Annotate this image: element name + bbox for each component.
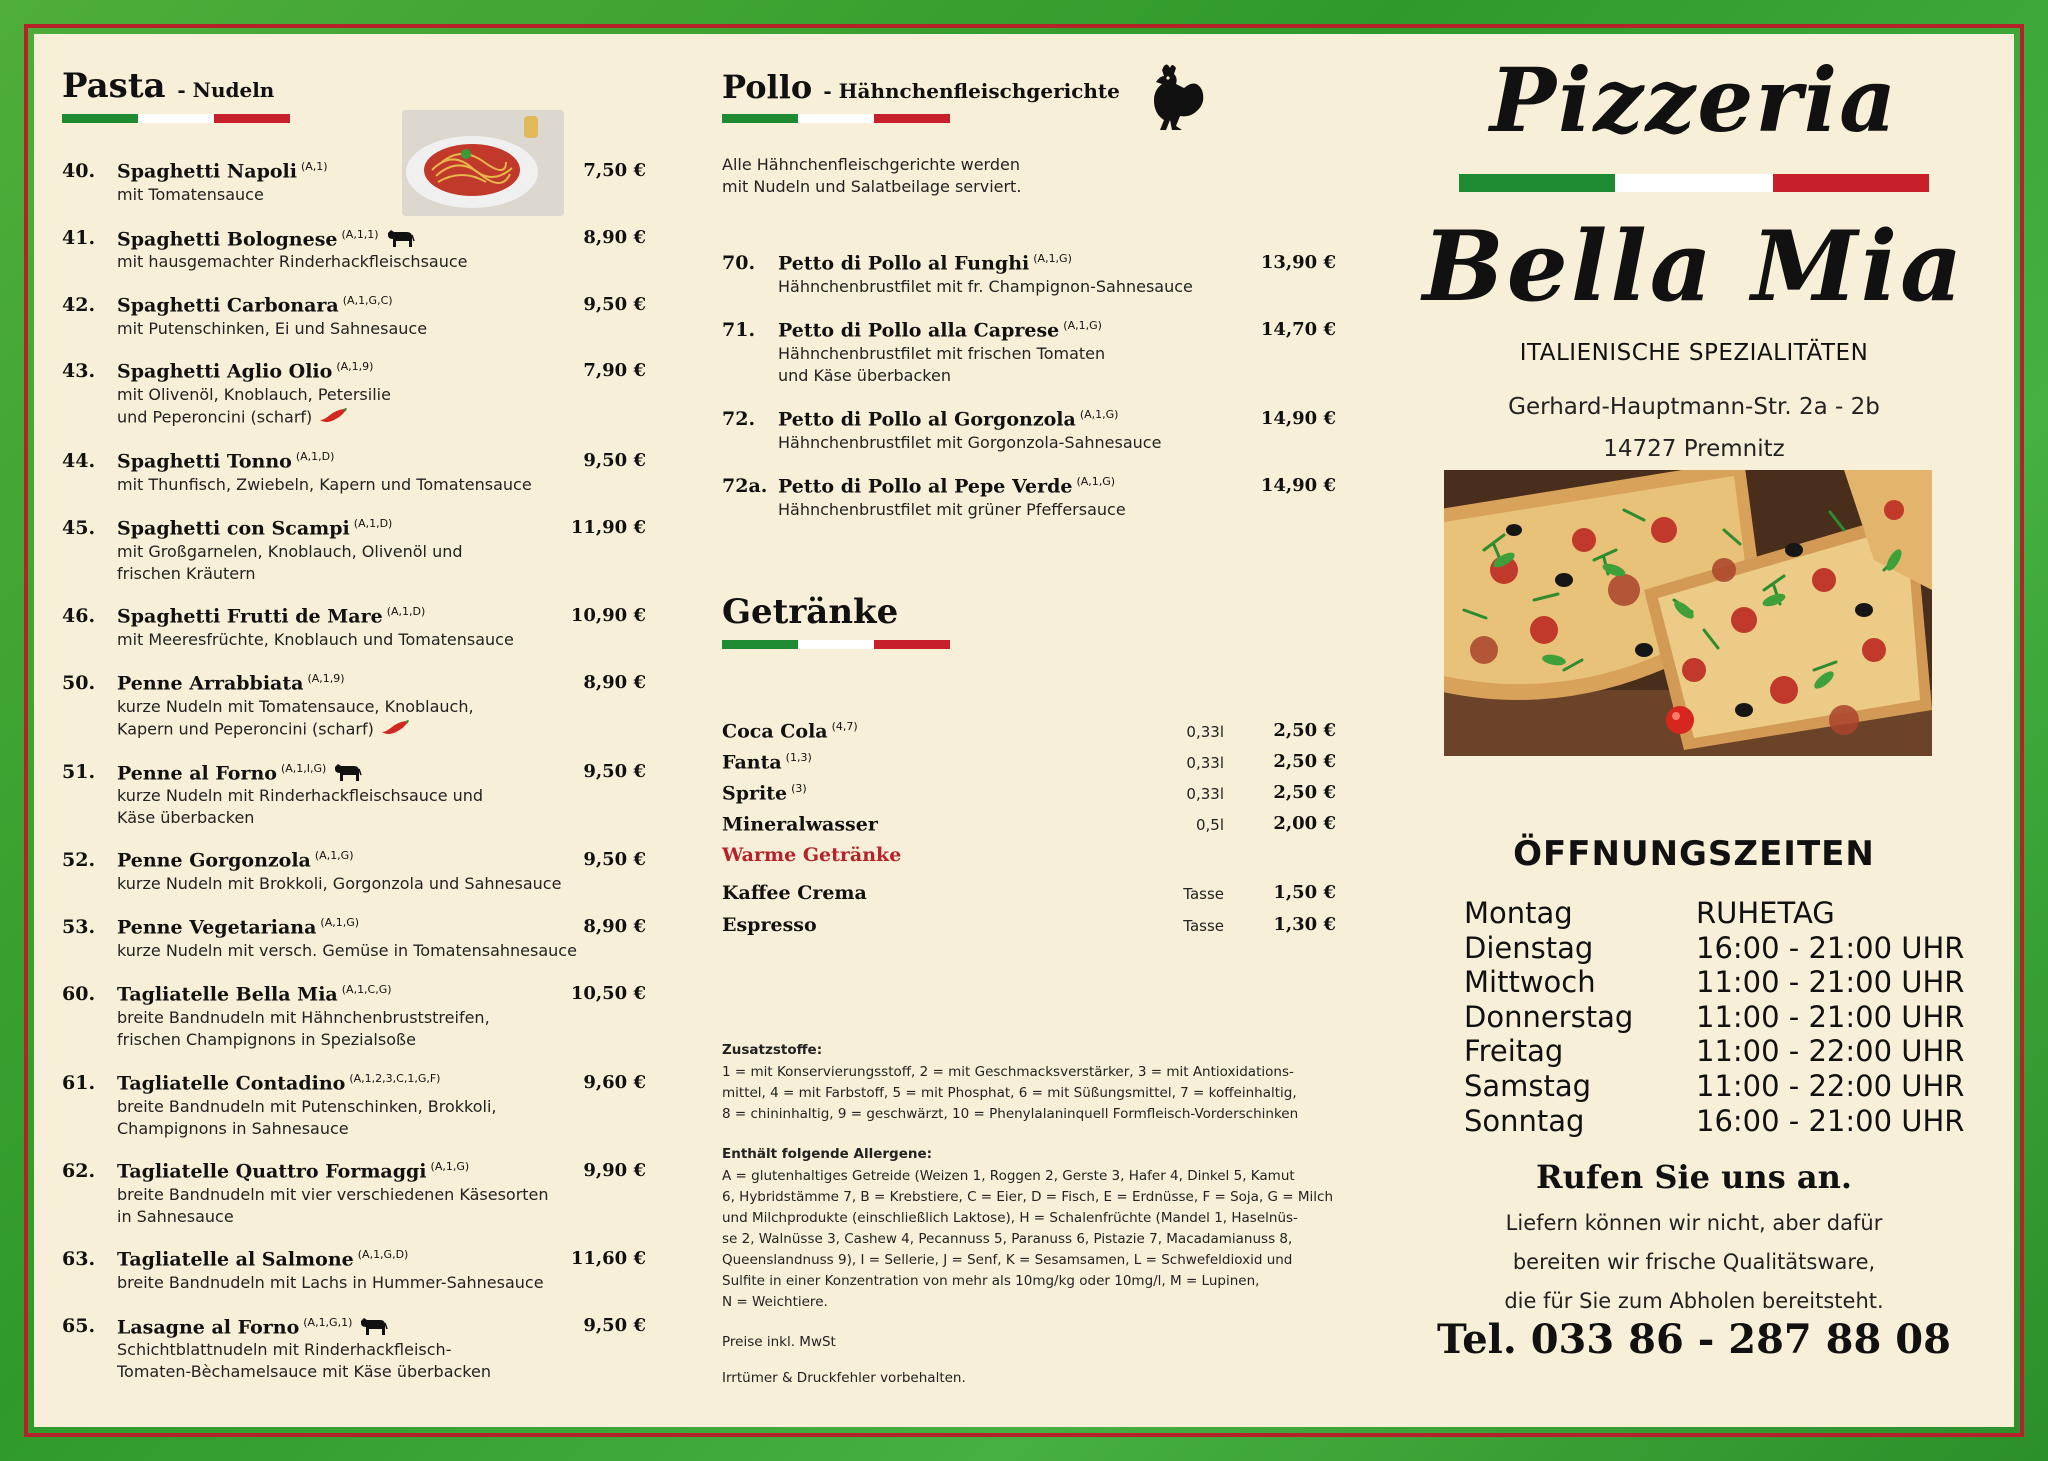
item-name-text: Spaghetti Tonno — [117, 450, 292, 473]
item-name-text: Spaghetti Carbonara — [117, 294, 339, 317]
hours-day: Donnerstag — [1464, 999, 1634, 1034]
item-name-text: Spaghetti Frutti de Mare — [117, 605, 383, 628]
pasta-title — [62, 66, 274, 106]
item-description: Schichtblattnudeln mit Rinderhackfleisch- Tomaten-Bèchamelsauce mit Käse überbacken — [117, 1340, 491, 1381]
menu-item — [722, 408, 1336, 468]
item-name-text: Spaghetti Napoli — [117, 160, 297, 183]
hours-day: Montag — [1464, 896, 1573, 930]
item-allergens: (A,1,2,3,C,1,G,F) — [349, 1072, 441, 1085]
item-price: 9,60 € — [583, 1072, 646, 1093]
drink-name — [722, 751, 812, 773]
drink-volume: Tasse — [1183, 917, 1224, 935]
item-name-text: Spaghetti Bolognese — [117, 228, 338, 251]
hours-title: ÖFFNUNGSZEITEN — [1513, 834, 1875, 874]
menu-item — [62, 360, 646, 427]
item-price: 9,50 € — [583, 761, 646, 782]
item-price: 7,50 € — [583, 160, 646, 181]
drinks-title: Getränke — [722, 592, 899, 632]
item-description-block — [117, 251, 468, 273]
item-description-block — [778, 499, 1126, 521]
drink-item — [722, 782, 1336, 810]
drink-name-text: Coca Cola — [722, 720, 828, 743]
vat-note: Preise inkl. MwSt — [722, 1334, 836, 1350]
errors-note: Irrtümer & Druckfehler vorbehalten. — [722, 1370, 966, 1386]
item-price: 7,90 € — [583, 360, 646, 381]
drink-price: 2,00 € — [1273, 813, 1336, 834]
pollo-title — [722, 68, 1120, 106]
menu-item — [722, 475, 1336, 535]
item-number: 72a. — [722, 475, 768, 497]
menu-page — [34, 34, 2014, 1427]
drink-price: 1,50 € — [1273, 882, 1336, 903]
item-description: kurze Nudeln mit Brokkoli, Gorgonzola und Sahnesauce — [117, 874, 562, 893]
item-description-block — [117, 940, 577, 962]
item-name — [117, 983, 392, 1005]
phone-number[interactable]: Tel. 033 86 - 287 88 08 — [1437, 1316, 1951, 1363]
item-price: 9,50 € — [583, 1315, 646, 1336]
item-number: 50. — [62, 672, 96, 694]
item-description: mit hausgemachter Rinderhackfleischsauce — [117, 252, 468, 271]
item-description: Hähnchenbrustfilet mit Gorgonzola-Sahnesauce — [778, 433, 1162, 452]
item-name-text: Petto di Pollo alla Caprese — [778, 319, 1060, 342]
menu-item — [62, 849, 646, 909]
item-description-block — [117, 696, 474, 742]
hours-day: Mittwoch — [1464, 965, 1596, 1000]
menu-item — [62, 227, 646, 287]
item-description: kurze Nudeln mit Tomatensauce, Knoblauch, Kapern und Peperoncini (scharf) — [117, 697, 474, 739]
item-price: 9,50 € — [583, 849, 646, 870]
item-number: 46. — [62, 605, 96, 627]
item-description-block — [117, 1339, 491, 1383]
item-name — [117, 916, 359, 938]
menu-item — [62, 294, 646, 354]
item-name-text: Petto di Pollo al Funghi — [778, 252, 1030, 275]
item-allergens: (A,1,G) — [1076, 475, 1116, 488]
item-price: 8,90 € — [583, 672, 646, 693]
item-description: kurze Nudeln mit Rinderhackfleischsauce und Käse überbacken — [117, 786, 484, 827]
item-allergens: (A,1,G,1) — [303, 1316, 353, 1330]
item-allergens: (A,1,G) — [314, 849, 354, 862]
item-name — [117, 450, 334, 472]
item-name — [117, 849, 354, 871]
item-name — [117, 517, 392, 539]
item-description: breite Bandnudeln mit Lachs in Hummer-Sahnesauce — [117, 1273, 544, 1292]
item-price: 14,70 € — [1260, 319, 1336, 340]
drink-allergens: (3) — [791, 782, 807, 795]
drink-name — [722, 914, 817, 936]
item-name-text: Penne Vegetariana — [117, 916, 317, 939]
item-description-block — [778, 432, 1161, 454]
pollo-flag-divider — [722, 114, 950, 123]
drink-name — [722, 882, 867, 904]
pollo-title-text: Pollo — [722, 68, 813, 106]
item-description-block — [117, 873, 561, 895]
item-description: mit Tomatensauce — [117, 185, 264, 204]
drink-volume: Tasse — [1183, 885, 1224, 903]
item-name — [117, 227, 415, 254]
item-name-text: Tagliatelle Quattro Formaggi — [117, 1160, 427, 1183]
drink-item — [722, 720, 1336, 748]
item-number: 61. — [62, 1072, 96, 1094]
drink-name-text: Espresso — [722, 914, 817, 936]
menu-item — [62, 672, 646, 739]
menu-item — [62, 1072, 646, 1138]
item-name — [117, 761, 362, 788]
item-price: 11,60 € — [570, 1248, 646, 1269]
pasta-flag-divider — [62, 114, 290, 123]
item-description-block — [117, 1184, 549, 1228]
drink-item — [722, 751, 1336, 779]
item-number: 62. — [62, 1160, 96, 1182]
hours-time: 16:00 - 21:00 UHR — [1696, 1103, 1965, 1138]
item-name — [117, 360, 373, 382]
warm-drinks-title: Warme Getränke — [722, 844, 902, 866]
item-price: 9,50 € — [583, 294, 646, 315]
address-street: Gerhard-Hauptmann-Str. 2a - 2b — [1508, 394, 1880, 420]
item-description-block — [117, 184, 264, 206]
menu-item — [722, 252, 1336, 312]
item-name — [117, 1315, 388, 1342]
drink-volume: 0,5l — [1195, 816, 1224, 834]
hours-day: Sonntag — [1464, 1103, 1585, 1138]
hours-time: 16:00 - 21:00 UHR — [1696, 930, 1965, 965]
menu-item — [62, 761, 646, 827]
menu-item — [62, 450, 646, 510]
item-number: 40. — [62, 160, 96, 182]
drink-item — [722, 813, 1336, 841]
item-description-block — [117, 384, 391, 430]
item-number: 52. — [62, 849, 96, 871]
item-name-text: Tagliatelle Contadino — [117, 1072, 346, 1095]
menu-item — [62, 916, 646, 976]
item-name-text: Tagliatelle al Salmone — [117, 1248, 354, 1271]
brand-name: Bella Mia — [1422, 210, 1966, 323]
hours-day: Dienstag — [1464, 930, 1594, 965]
item-description: mit Olivenöl, Knoblauch, Petersilie und Peperoncini (scharf) — [117, 385, 391, 427]
item-name — [778, 252, 1072, 274]
pasta-subtitle: - Nudeln — [177, 78, 275, 102]
item-name-text: Penne Gorgonzola — [117, 849, 311, 872]
item-name — [117, 672, 345, 694]
menu-item — [62, 160, 646, 220]
item-allergens: (A,1,G) — [320, 916, 360, 929]
delivery-note: Liefern können wir nicht, aber dafür bereiten wir frische Qualitätsware, die für Sie zum Abholen bereitsteht. — [1504, 1211, 1884, 1313]
item-price: 11,90 € — [570, 517, 646, 538]
call-title: Rufen Sie uns an. — [1536, 1158, 1852, 1196]
drink-allergens: (1,3) — [785, 751, 812, 764]
item-number: 70. — [722, 252, 756, 274]
hours-day: Samstag — [1464, 1069, 1592, 1103]
drink-volume: 0,33l — [1186, 723, 1224, 741]
hours-time: 11:00 - 22:00 UHR — [1696, 1034, 1965, 1069]
item-description: breite Bandnudeln mit Putenschinken, Brokkoli, Champignons in Sahnesauce — [117, 1097, 497, 1138]
menu-item — [62, 1160, 646, 1226]
item-allergens: (A,1,I,G) — [280, 762, 327, 776]
item-allergens: (A,1) — [300, 160, 328, 173]
item-allergens: (A,1,D) — [386, 605, 426, 618]
item-name-text: Spaghetti Aglio Olio — [117, 360, 333, 383]
drink-price: 1,30 € — [1273, 914, 1336, 935]
hours-time: 11:00 - 21:00 UHR — [1696, 965, 1965, 1000]
pasta-title-text: Pasta — [62, 66, 166, 106]
item-description: mit Großgarnelen, Knoblauch, Olivenöl und frischen Kräutern — [117, 542, 463, 583]
menu-item — [62, 605, 646, 665]
menu-item — [62, 983, 646, 1049]
drink-item — [722, 914, 1336, 942]
item-number: 72. — [722, 408, 756, 430]
item-number: 71. — [722, 319, 756, 341]
pollo-subtitle: - Hähnchenfleischgerichte — [823, 79, 1120, 103]
item-description-block — [778, 276, 1193, 298]
hours-time: 11:00 - 21:00 UHR — [1696, 999, 1965, 1034]
item-price: 13,90 € — [1260, 252, 1336, 273]
item-allergens: (A,1,9) — [336, 360, 374, 373]
item-number: 53. — [62, 916, 96, 938]
item-price: 8,90 € — [583, 916, 646, 937]
item-allergens: (A,1,1) — [341, 228, 379, 242]
item-number: 42. — [62, 294, 96, 316]
item-description: breite Bandnudeln mit vier verschiedenen Käsesorten in Sahnesauce — [117, 1185, 549, 1226]
drink-allergens: (4,7) — [831, 720, 858, 733]
item-name-text: Penne al Forno — [117, 762, 277, 785]
item-name-text: Penne Arrabbiata — [117, 672, 304, 695]
item-allergens: (A,1,9) — [307, 672, 345, 685]
item-number: 51. — [62, 761, 96, 783]
item-description: mit Putenschinken, Ei und Sahnesauce — [117, 319, 428, 338]
item-name-text: Spaghetti con Scampi — [117, 517, 350, 540]
chili-icon — [318, 406, 348, 430]
item-name-text: Petto di Pollo al Gorgonzola — [778, 408, 1076, 431]
item-allergens: (A,1,D) — [353, 517, 393, 530]
item-number: 45. — [62, 517, 96, 539]
item-description: breite Bandnudeln mit Hähnchenbruststreifen, frischen Champignons in Spezialsoße — [117, 1008, 490, 1049]
menu-item — [62, 517, 646, 583]
item-description-block — [117, 1272, 544, 1294]
item-description: Hähnchenbrustfilet mit frischen Tomaten und Käse überbacken — [778, 344, 1106, 385]
item-number: 44. — [62, 450, 96, 472]
item-description: mit Meeresfrüchte, Knoblauch und Tomatensauce — [117, 630, 514, 649]
item-description-block — [117, 1096, 497, 1140]
item-number: 41. — [62, 227, 96, 249]
item-number: 63. — [62, 1248, 96, 1270]
item-description-block — [117, 541, 463, 585]
item-description-block — [778, 343, 1105, 387]
pizza-image — [1444, 470, 1932, 756]
menu-item — [62, 1248, 646, 1308]
item-price: 14,90 € — [1260, 475, 1336, 496]
item-allergens: (A,1,C,G) — [341, 983, 392, 996]
item-allergens: (A,1,D) — [295, 450, 335, 463]
item-number: 65. — [62, 1315, 96, 1337]
drink-price: 2,50 € — [1273, 782, 1336, 803]
item-price: 10,90 € — [570, 605, 646, 626]
drinks-flag-divider — [722, 640, 950, 649]
item-description-block — [117, 474, 532, 496]
item-price: 8,90 € — [583, 227, 646, 248]
item-name — [117, 1248, 408, 1270]
cow-icon — [385, 227, 415, 254]
item-description-block — [117, 785, 483, 829]
hours-day: Freitag — [1464, 1034, 1564, 1069]
item-allergens: (A,1,G) — [1079, 408, 1119, 421]
drink-volume: 0,33l — [1186, 785, 1224, 803]
item-allergens: (A,1,G) — [1033, 252, 1072, 265]
item-allergens: (A,1,G,C) — [342, 294, 393, 307]
item-description-block — [117, 629, 514, 651]
item-name-text: Petto di Pollo al Pepe Verde — [778, 475, 1073, 498]
brand-pizzeria: Pizzeria — [1489, 48, 1899, 152]
allergens-title: Enthält folgende Allergene: — [722, 1146, 933, 1162]
item-name — [117, 294, 393, 316]
item-allergens: (A,1,G) — [430, 1160, 470, 1173]
item-description: mit Thunfisch, Zwiebeln, Kapern und Tomatensauce — [117, 475, 532, 494]
address-city: 14727 Premnitz — [1603, 436, 1785, 462]
drink-name — [722, 720, 858, 742]
drink-name-text: Kaffee Crema — [722, 882, 867, 904]
drink-name-text: Mineralwasser — [722, 813, 878, 836]
cow-icon — [358, 1315, 388, 1342]
item-name — [778, 319, 1102, 341]
item-name-text: Lasagne al Forno — [117, 1316, 300, 1339]
rooster-icon — [1142, 60, 1208, 140]
menu-item — [722, 319, 1336, 385]
item-name-text: Tagliatelle Bella Mia — [117, 983, 338, 1006]
item-description-block — [117, 318, 427, 340]
brand-tagline: ITALIENISCHE SPEZIALITÄTEN — [1519, 340, 1869, 366]
item-price: 9,50 € — [583, 450, 646, 471]
item-description: kurze Nudeln mit versch. Gemüse in Tomatensahnesauce — [117, 941, 577, 960]
drink-name-text: Sprite — [722, 782, 788, 805]
item-description: Hähnchenbrustfilet mit fr. Champignon-Sahnesauce — [778, 277, 1193, 296]
item-name — [778, 475, 1115, 497]
pollo-intro: Alle Hähnchenfleischgerichte werden mit Nudeln und Salatbeilage serviert. — [722, 155, 1022, 196]
menu-item — [62, 1315, 646, 1381]
allergens-text: A = glutenhaltiges Getreide (Weizen 1, Roggen 2, Gerste 3, Hafer 4, Dinkel 5, Kamut 6, Hybridstämme 7, B = Krebstiere, C = Eier, D = Fisch, E = Erdnüsse, F = Soja, G = Milch und Milchprodukte (einschließlich Laktose), H = Schalenfrüchte (Mandel 1, Haselnüs- se 2, Walnüsse 3, Cashew 4, Pecannuss 5, Paranuss 6, Pistazie 7, Macadamianuss 8, Queenslandnuss 9), I = Sellerie, J = Senf, K = Sesamsamen, L = Schwefeldioxid und Sulfite in einer Konzentration von mehr als 10mg/kg oder 10mg/l, M = Lupinen, N = Weichtiere. — [722, 1168, 1334, 1310]
hours-time: 11:00 - 22:00 UHR — [1696, 1069, 1965, 1103]
item-name — [117, 605, 425, 627]
item-name — [117, 1160, 469, 1182]
item-number: 43. — [62, 360, 96, 382]
drink-price: 2,50 € — [1273, 751, 1336, 772]
additives-text: 1 = mit Konservierungsstoff, 2 = mit Geschmacksverstärker, 3 = mit Antioxidations- mittel, 4 = mit Farbstoff, 5 = mit Phosphat, 6 = mit Süßungsmittel, 7 = koffeinhaltig, 8 = chininhaltig, 9 = geschwärzt, 10 = Phenylalaninquell Formfleisch-Vorderschinken — [722, 1064, 1299, 1122]
item-name — [778, 408, 1118, 430]
item-number: 60. — [62, 983, 96, 1005]
drink-price: 2,50 € — [1273, 720, 1336, 741]
item-price: 14,90 € — [1260, 408, 1336, 429]
drink-item — [722, 882, 1336, 910]
hours-time: RUHETAG — [1696, 896, 1835, 930]
brand-flag-divider — [1459, 174, 1929, 192]
item-allergens: (A,1,G) — [1063, 319, 1102, 332]
item-price: 9,90 € — [583, 1160, 646, 1181]
drink-name — [722, 813, 882, 835]
cow-icon — [332, 761, 362, 788]
drink-name-text: Fanta — [722, 751, 782, 774]
item-allergens: (A,1,G,D) — [357, 1248, 409, 1261]
item-name — [117, 1072, 440, 1094]
drink-volume: 0,33l — [1186, 754, 1224, 772]
item-name — [117, 160, 328, 182]
drink-name — [722, 782, 807, 804]
additives-title: Zusatzstoffe: — [722, 1042, 823, 1058]
chili-icon — [380, 718, 410, 742]
item-description-block — [117, 1007, 490, 1051]
item-description: Hähnchenbrustfilet mit grüner Pfeffersauce — [778, 500, 1126, 519]
item-price: 10,50 € — [570, 983, 646, 1004]
